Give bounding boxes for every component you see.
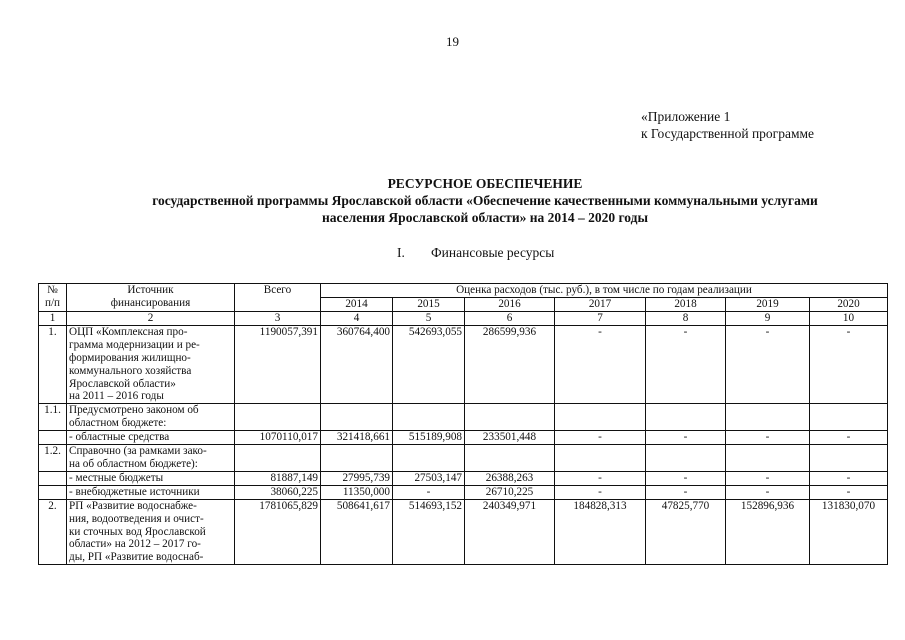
source-line: грамма модернизации и ре- bbox=[69, 338, 200, 351]
cell-2020: - bbox=[810, 485, 888, 499]
source-line: областном бюджете: bbox=[69, 417, 167, 430]
source-line: ния, водоотведения и очист- bbox=[69, 512, 204, 525]
header-year-2018: 2018 bbox=[646, 298, 726, 312]
section-number: I. bbox=[397, 245, 405, 260]
cell-2018: 47825,770 bbox=[646, 499, 726, 565]
header-source bbox=[67, 284, 235, 312]
header-estimate: Оценка расходов (тыс. руб.), в том числе по годам реализации bbox=[321, 284, 888, 298]
title-line-2: государственной программы Ярославской области «Обеспечение качественными коммунальными услугами bbox=[152, 193, 818, 208]
cell-total: 38060,225 bbox=[235, 485, 321, 499]
column-number: 9 bbox=[726, 312, 810, 326]
row-num bbox=[39, 471, 67, 485]
column-number: 4 bbox=[321, 312, 393, 326]
cell-2016 bbox=[465, 445, 555, 472]
header-num bbox=[39, 284, 67, 312]
cell-2015 bbox=[393, 445, 465, 472]
source-line: - внебюджетные источники bbox=[69, 485, 200, 498]
row-num bbox=[39, 431, 67, 445]
cell-2016: 26388,263 bbox=[465, 471, 555, 485]
source-line: - областные средства bbox=[69, 431, 170, 444]
cell-2019: 152896,936 bbox=[726, 499, 810, 565]
header-year-2014: 2014 bbox=[321, 298, 393, 312]
cell-total: 1070110,017 bbox=[235, 431, 321, 445]
source-line: ОЦП «Комплексная про- bbox=[69, 325, 188, 338]
title-line-3: населения Ярославской области» на 2014 – 2020 годы bbox=[321, 210, 649, 225]
source-line: ды, РП «Развитие водоснаб- bbox=[69, 551, 204, 564]
cell-2020: - bbox=[810, 325, 888, 403]
cell-2014: 27995,739 bbox=[321, 471, 393, 485]
cell-2016: 233501,448 bbox=[465, 431, 555, 445]
source-line: коммунального хозяйства bbox=[69, 364, 192, 377]
source-line: Справочно (за рамками зако- bbox=[69, 445, 207, 458]
cell-2019: - bbox=[726, 485, 810, 499]
row-source bbox=[67, 485, 235, 499]
row-num: 1. bbox=[39, 325, 67, 403]
cell-2016 bbox=[465, 404, 555, 431]
cell-2017: 184828,313 bbox=[555, 499, 646, 565]
row-source bbox=[67, 499, 235, 565]
header-year-2016: 2016 bbox=[465, 298, 555, 312]
column-number: 7 bbox=[555, 312, 646, 326]
cell-2014: 11350,000 bbox=[321, 485, 393, 499]
cell-2014: 360764,400 bbox=[321, 325, 393, 403]
column-number: 2 bbox=[67, 312, 235, 326]
table-row bbox=[39, 404, 888, 431]
cell-2015: 515189,908 bbox=[393, 431, 465, 445]
header-year-2020: 2020 bbox=[810, 298, 888, 312]
cell-2016: 286599,936 bbox=[465, 325, 555, 403]
cell-2020: - bbox=[810, 431, 888, 445]
cell-2016: 240349,971 bbox=[465, 499, 555, 565]
section-heading bbox=[397, 245, 554, 261]
table-row bbox=[39, 499, 888, 565]
header-num-line-1: № bbox=[47, 284, 58, 296]
cell-2019 bbox=[726, 445, 810, 472]
cell-2019 bbox=[726, 404, 810, 431]
cell-total: 1781065,829 bbox=[235, 499, 321, 565]
source-line: Ярославской области» bbox=[69, 377, 176, 390]
header-total: Всего bbox=[235, 284, 321, 312]
header-year-2015: 2015 bbox=[393, 298, 465, 312]
cell-2014: 508641,617 bbox=[321, 499, 393, 565]
source-line: области» на 2012 – 2017 го- bbox=[69, 538, 201, 551]
source-line: - местные бюджеты bbox=[69, 471, 164, 484]
appendix-line-1: «Приложение 1 bbox=[641, 109, 731, 124]
row-source bbox=[67, 404, 235, 431]
cell-total bbox=[235, 445, 321, 472]
source-line: РП «Развитие водоснабже- bbox=[69, 499, 197, 512]
cell-2015 bbox=[393, 404, 465, 431]
cell-2015: 542693,055 bbox=[393, 325, 465, 403]
cell-total: 81887,149 bbox=[235, 471, 321, 485]
column-number: 5 bbox=[393, 312, 465, 326]
cell-2014: 321418,661 bbox=[321, 431, 393, 445]
cell-2017 bbox=[555, 404, 646, 431]
cell-2018 bbox=[646, 445, 726, 472]
cell-2018: - bbox=[646, 431, 726, 445]
table-row bbox=[39, 431, 888, 445]
cell-2015: - bbox=[393, 485, 465, 499]
header-source-line-2: финансирования bbox=[110, 296, 191, 309]
cell-2014 bbox=[321, 404, 393, 431]
section-title: Финансовые ресурсы bbox=[431, 245, 555, 260]
cell-2020: 131830,070 bbox=[810, 499, 888, 565]
row-num: 1.2. bbox=[39, 445, 67, 472]
cell-2017: - bbox=[555, 471, 646, 485]
table-row bbox=[39, 325, 888, 403]
table-row bbox=[39, 485, 888, 499]
cell-total: 1190057,391 bbox=[235, 325, 321, 403]
row-source bbox=[67, 325, 235, 403]
cell-total bbox=[235, 404, 321, 431]
header-year-2019: 2019 bbox=[726, 298, 810, 312]
cell-2015: 514693,152 bbox=[393, 499, 465, 565]
source-line: формирования жилищно- bbox=[69, 351, 191, 364]
cell-2018 bbox=[646, 404, 726, 431]
cell-2019: - bbox=[726, 431, 810, 445]
cell-2014 bbox=[321, 445, 393, 472]
header-source-line-1: Источник bbox=[127, 284, 174, 296]
row-num: 1.1. bbox=[39, 404, 67, 431]
cell-2017: - bbox=[555, 431, 646, 445]
table-row bbox=[39, 471, 888, 485]
cell-2018: - bbox=[646, 325, 726, 403]
cell-2018: - bbox=[646, 485, 726, 499]
page-number: 19 bbox=[446, 34, 459, 49]
column-number: 1 bbox=[39, 312, 67, 326]
source-line: на об областном бюджете): bbox=[69, 457, 198, 470]
cell-2019: - bbox=[726, 471, 810, 485]
cell-2017 bbox=[555, 445, 646, 472]
cell-2017: - bbox=[555, 325, 646, 403]
column-number: 8 bbox=[646, 312, 726, 326]
row-source bbox=[67, 471, 235, 485]
cell-2015: 27503,147 bbox=[393, 471, 465, 485]
appendix-note bbox=[641, 108, 814, 142]
column-number: 6 bbox=[465, 312, 555, 326]
cell-2020 bbox=[810, 445, 888, 472]
cell-2018: - bbox=[646, 471, 726, 485]
row-source bbox=[67, 445, 235, 472]
cell-2020 bbox=[810, 404, 888, 431]
financial-resources-table bbox=[38, 283, 888, 565]
header-row-1 bbox=[39, 284, 888, 298]
cell-2019: - bbox=[726, 325, 810, 403]
appendix-line-2: к Государственной программе bbox=[641, 126, 815, 141]
cell-2020: - bbox=[810, 471, 888, 485]
header-num-line-2: п/п bbox=[44, 296, 61, 309]
header-year-2017: 2017 bbox=[555, 298, 646, 312]
row-num bbox=[39, 485, 67, 499]
source-line: Предусмотрено законом об bbox=[69, 404, 199, 417]
column-number: 10 bbox=[810, 312, 888, 326]
cell-2016: 26710,225 bbox=[465, 485, 555, 499]
title-line-1: РЕСУРСНОЕ ОБЕСПЕЧЕНИЕ bbox=[387, 176, 583, 191]
column-number-row bbox=[39, 312, 888, 326]
document-title bbox=[40, 175, 905, 226]
source-line: ки сточных вод Ярославской bbox=[69, 525, 206, 538]
cell-2017: - bbox=[555, 485, 646, 499]
row-num: 2. bbox=[39, 499, 67, 565]
table-row bbox=[39, 445, 888, 472]
source-line: на 2011 – 2016 годы bbox=[69, 390, 164, 403]
column-number: 3 bbox=[235, 312, 321, 326]
row-source bbox=[67, 431, 235, 445]
